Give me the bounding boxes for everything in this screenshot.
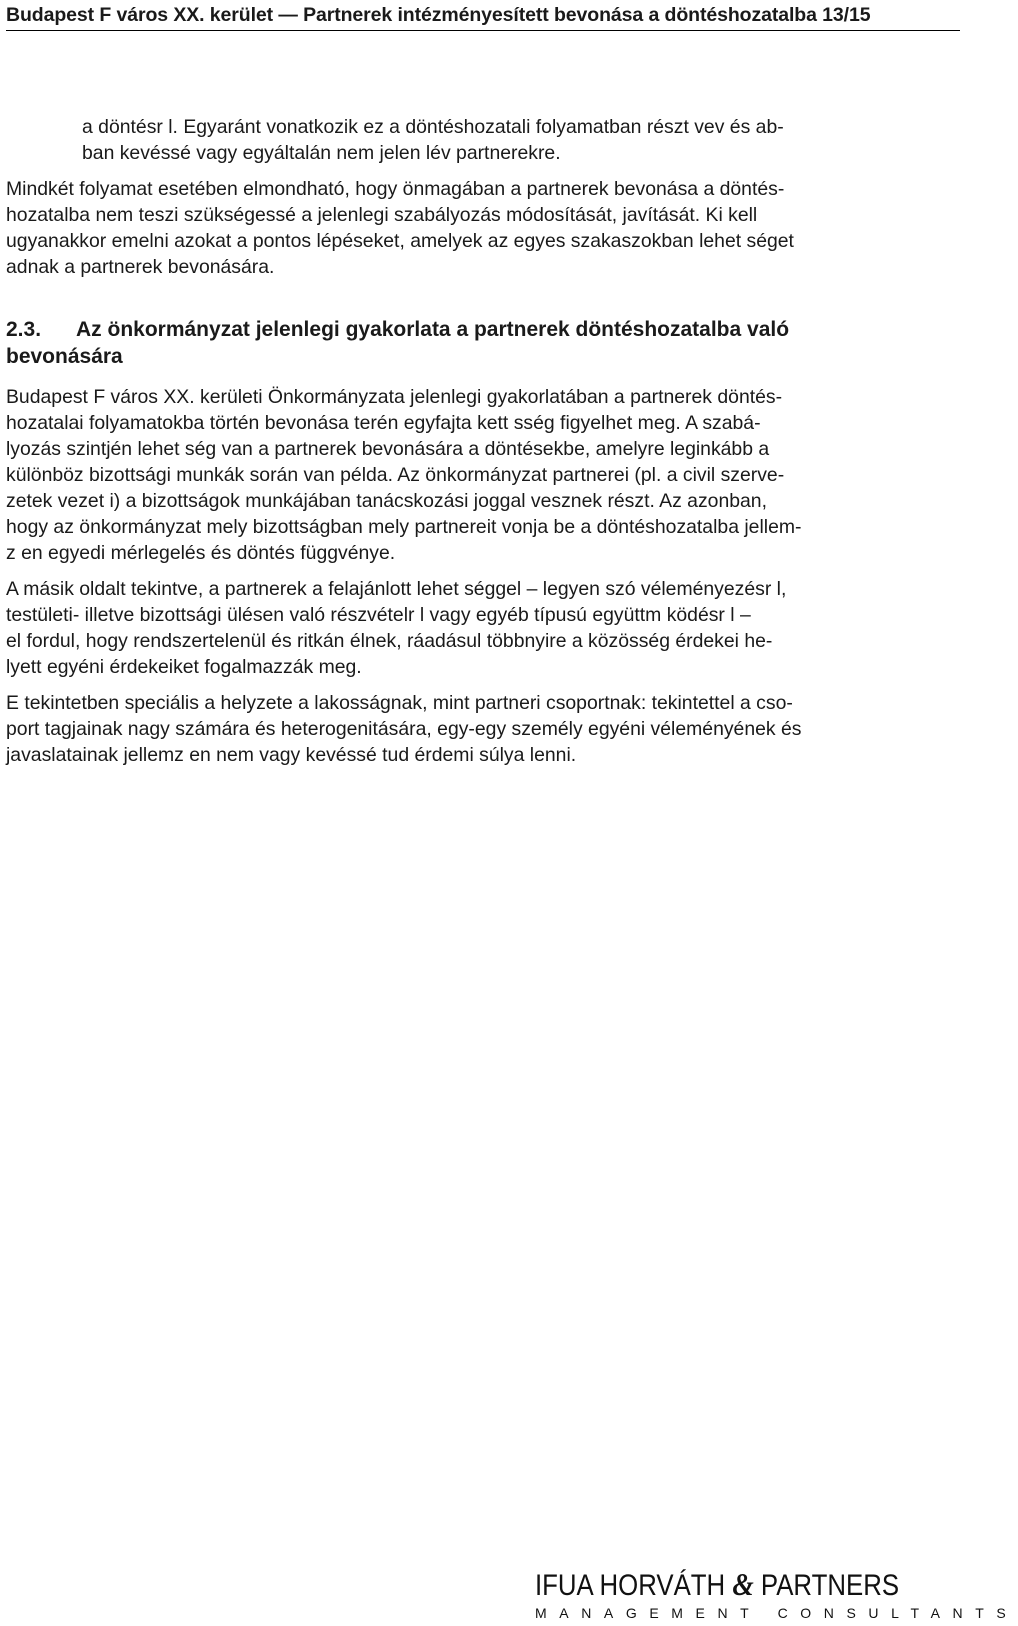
spacer — [6, 290, 956, 316]
paragraph — [6, 690, 956, 768]
text-line: el fordul, hogy rendszertelenül és ritkán élnek, ráadásul többnyire a közösség érdekei he- — [6, 630, 773, 652]
text-line: A másik oldalt tekintve, a partnerek a felajánlott lehet séggel – legyen szó véleményezésr l, — [6, 578, 787, 600]
text-line: lyett egyéni érdekeiket fogalmazzák meg. — [6, 656, 362, 678]
section-title-line: Az önkormányzat jelenlegi gyakorlata a partnerek döntéshozatalba való — [76, 318, 790, 341]
text-line: E tekintetben speciális a helyzete a lakosságnak, mint partneri csoportnak: tekintettel a cso- — [6, 692, 793, 714]
page-header — [6, 2, 960, 31]
logo-text-part2: PARTNERS — [753, 1569, 900, 1602]
text-line: z en egyedi mérlegelés és döntés függvénye. — [6, 542, 396, 564]
text-line: lyozás szintjén lehet ség van a partnerek bevonására a döntésekbe, amelyre leginkább a — [6, 438, 770, 460]
paragraph — [6, 576, 956, 680]
text-line: adnak a partnerek bevonására. — [6, 256, 275, 278]
document-body — [6, 114, 956, 778]
text-line: javaslatainak jellemz en nem vagy kevéssé tud érdemi súlya lenni. — [6, 744, 577, 766]
paragraph — [6, 384, 956, 566]
text-line: a döntésr l. Egyaránt vonatkozik ez a döntéshozatali folyamatban részt vev és ab- — [82, 116, 784, 138]
text-line: Budapest F város XX. kerületi Önkormányzata jelenlegi gyakorlatában a partnerek döntés- — [6, 386, 783, 408]
text-line: különböz bizottsági munkák során van példa. Az önkormányzat partnerei (pl. a civil szerve- — [6, 464, 785, 486]
text-line: Mindkét folyamat esetében elmondható, hogy önmagában a partnerek bevonása a döntés- — [6, 178, 785, 200]
text-line: hozatalai folyamatokba történ bevonása terén egyfajta kett sség figyelhet meg. A szabá- — [6, 412, 761, 434]
logo-tagline: MANAGEMENT CONSULTANTS — [535, 1605, 1018, 1621]
paragraph — [6, 176, 956, 280]
section-number: 2.3. — [6, 318, 42, 341]
text-line: zetek vezet i) a bizottságok munkájában tanácskozási joggal vesznek részt. Az azonban, — [6, 490, 767, 512]
text-line: ban kevéssé vagy egyáltalán nem jelen lév partnerekre. — [82, 142, 561, 164]
logo-text-part1: IFUA HORVÁTH — [535, 1569, 733, 1602]
text-line: port tagjainak nagy számára és heterogenitására, egy-egy személy egyéni véleményének és — [6, 718, 802, 740]
logo-wordmark — [535, 1568, 899, 1602]
logo-ampersand: & — [732, 1566, 754, 1602]
page-header-title: Budapest F város XX. kerület — Partnerek intézményesített bevonása a döntéshozatalba 13/15 — [6, 4, 871, 26]
company-logo — [535, 1566, 1018, 1621]
section-title-line: bevonására — [6, 345, 123, 368]
text-line: hogy az önkormányzat mely bizottságban mely partnereit vonja be a döntéshozatalba jellem- — [6, 516, 802, 538]
section-heading-line — [6, 316, 956, 343]
text-line: testületi- illetve bizottsági ülésen való részvételr l vagy egyéb típusú együttm ködésr l – — [6, 604, 751, 626]
text-line: hozatalba nem teszi szükségessé a jelenlegi szabályozás módosítását, javítását. Ki kell — [6, 204, 758, 226]
paragraph-continuation — [6, 114, 956, 166]
text-line: ugyanakkor emelni azokat a pontos lépéseket, amelyek az egyes szakaszokban lehet séget — [6, 230, 794, 252]
section-heading — [6, 316, 956, 370]
